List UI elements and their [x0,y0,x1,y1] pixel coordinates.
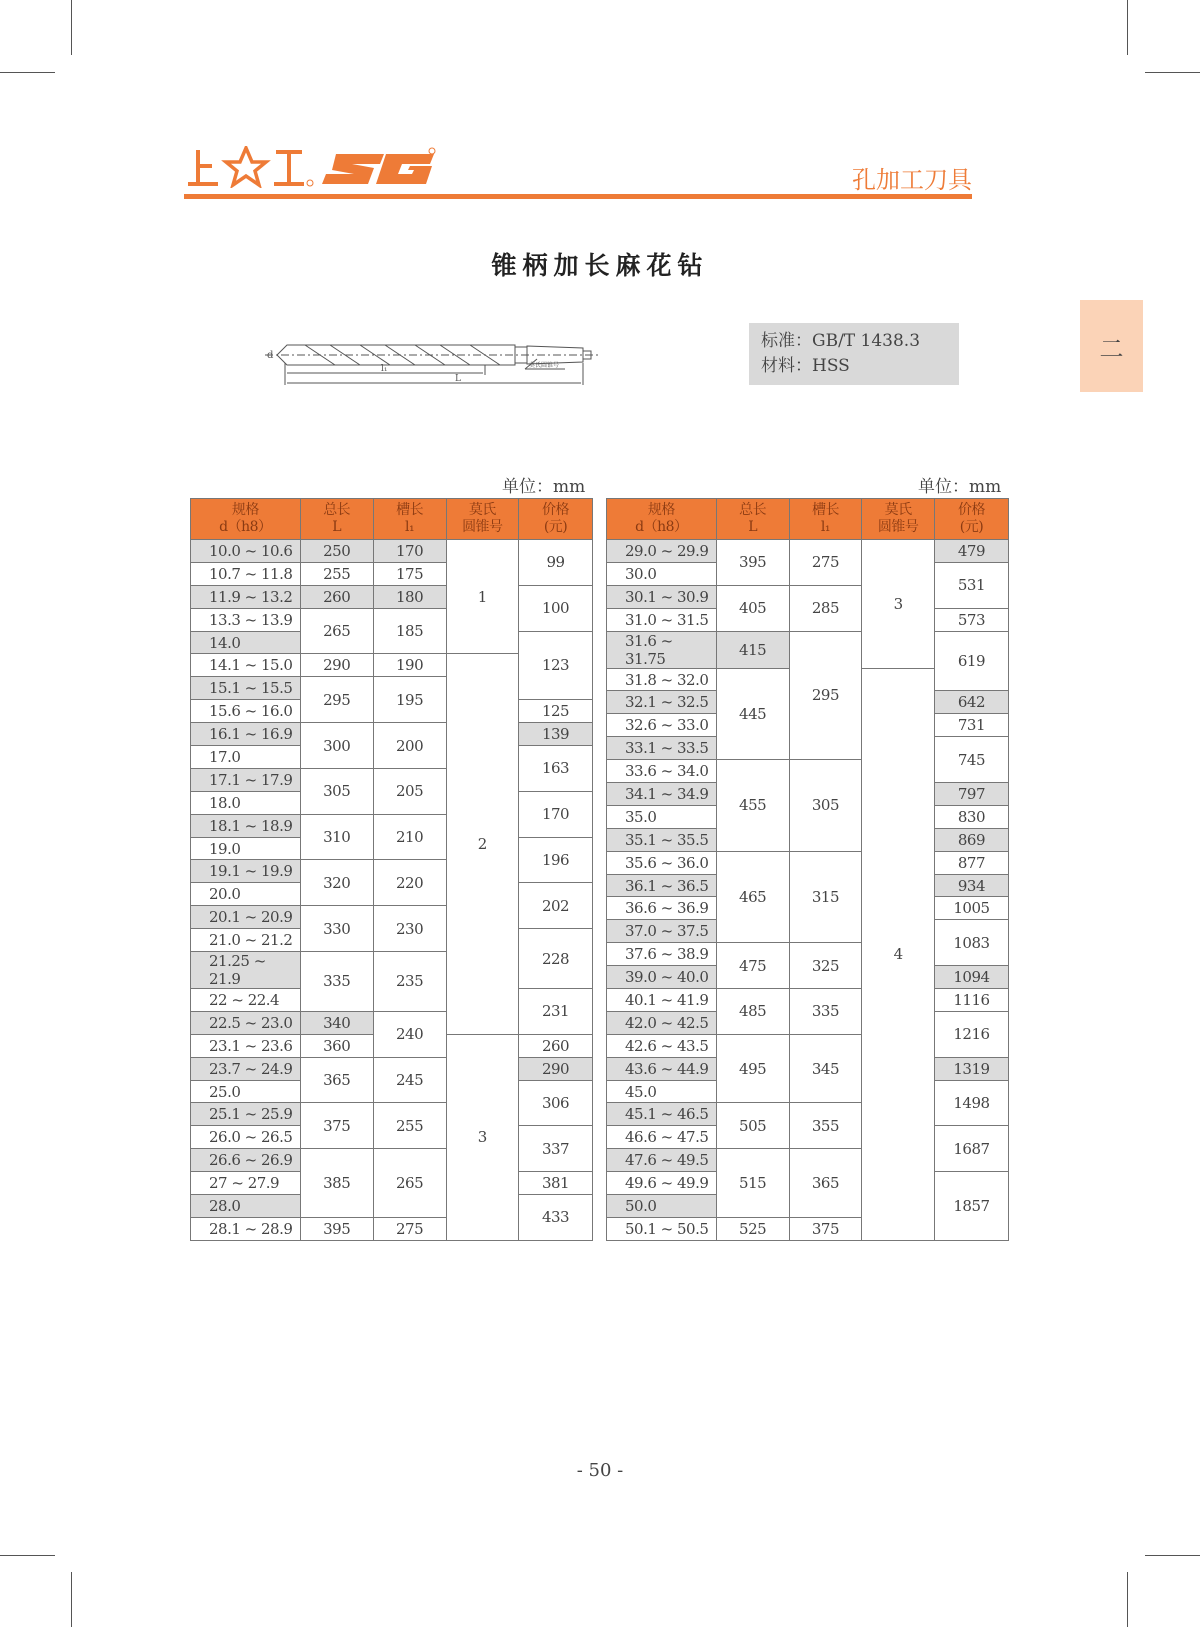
spec-cell: 42.0 ~ 42.5 [607,1011,717,1034]
column-header [373,499,446,540]
column-header-text: 槽长 [811,502,839,518]
price-cell: 100 [519,585,593,631]
flute-length-cell: 205 [373,768,446,814]
spec-cell: 23.1 ~ 23.6 [191,1034,301,1057]
spec-cell: 15.6 ~ 16.0 [191,700,301,723]
spec-cell: 18.0 [191,791,301,814]
price-cell: 381 [519,1172,593,1195]
price-cell: 290 [519,1057,593,1080]
table-row [607,989,1009,1012]
spec-cell: 36.6 ~ 36.9 [607,897,717,920]
spec-cell: 15.1 ~ 15.5 [191,677,301,700]
spec-cell: 11.9 ~ 13.2 [191,585,301,608]
price-cell: 125 [519,700,593,723]
spec-cell: 19.1 ~ 19.9 [191,860,301,883]
spec-cell: 20.0 [191,883,301,906]
spec-cell: 25.1 ~ 25.9 [191,1103,301,1126]
table-row [191,723,593,746]
header-rule [184,194,972,199]
drill-diagram [265,335,615,395]
spec-cell: 10.7 ~ 11.8 [191,562,301,585]
total-length-cell: 445 [716,668,789,760]
column-header [862,499,935,540]
price-cell: 170 [519,791,593,837]
price-cell: 573 [934,608,1008,631]
column-header-text: (元) [543,519,568,535]
spec-cell: 23.7 ~ 24.9 [191,1057,301,1080]
flute-length-cell: 275 [373,1217,446,1240]
price-cell: 202 [519,883,593,929]
crop-mark [1145,72,1200,73]
spec-cell: 26.6 ~ 26.9 [191,1149,301,1172]
total-length-cell: 485 [716,989,789,1035]
spec-cell: 28.0 [191,1195,301,1218]
column-header [789,499,862,540]
spec-cell: 40.1 ~ 41.9 [607,989,717,1012]
spec-table-right [606,498,1009,1241]
spec-cell: 17.1 ~ 17.9 [191,768,301,791]
flute-length-cell: 255 [373,1103,446,1149]
spec-cell: 18.1 ~ 18.9 [191,814,301,837]
column-header-text: 圆锥号 [877,519,919,535]
column-header [934,499,1008,540]
price-cell: 1498 [934,1080,1008,1126]
flute-length-cell: 355 [789,1103,862,1149]
crop-mark [1145,1555,1200,1556]
spec-cell: 35.1 ~ 35.5 [607,828,717,851]
spec-cell: 37.6 ~ 38.9 [607,943,717,966]
table-row [607,540,1009,563]
price-cell: 877 [934,851,1008,874]
column-header-text: 总长 [323,502,351,518]
spec-cell: 50.1 ~ 50.5 [607,1217,717,1240]
total-length-cell: 265 [300,608,373,654]
spec-cell: 22.5 ~ 23.0 [191,1011,301,1034]
total-length-cell: 465 [716,851,789,943]
column-header [191,499,301,540]
spec-box [749,323,959,385]
spec-cell: 32.6 ~ 33.0 [607,714,717,737]
price-cell: 1687 [934,1126,1008,1172]
price-cell: 1857 [934,1172,1008,1241]
flute-length-cell: 265 [373,1149,446,1218]
price-cell: 306 [519,1080,593,1126]
flute-length-cell: 170 [373,540,446,563]
flute-length-cell: 235 [373,952,446,1012]
total-length-cell: 375 [300,1103,373,1149]
price-cell: 479 [934,540,1008,563]
column-header-text: 槽长 [396,502,424,518]
spec-table-left [190,498,593,1241]
price-cell: 797 [934,783,1008,806]
total-length-cell: 475 [716,943,789,989]
morse-taper-cell: 3 [446,1034,519,1240]
total-length-cell: 300 [300,723,373,769]
crop-mark [1127,1572,1128,1627]
morse-taper-cell: 4 [862,668,935,1240]
flute-length-cell: 305 [789,760,862,852]
spec-cell: 47.6 ~ 49.5 [607,1149,717,1172]
total-length-cell: 505 [716,1103,789,1149]
column-header-text: 价格 [957,502,985,518]
taper-label: 莫氏圆锥号 [529,362,560,369]
price-cell: 934 [934,874,1008,897]
column-header-text: (元) [959,519,984,535]
price-cell: 123 [519,631,593,700]
total-length-cell: 310 [300,814,373,860]
spec-cell: 33.1 ~ 33.5 [607,737,717,760]
flute-length-cell: 345 [789,1034,862,1103]
spec-cell: 21.25 ~ 21.9 [191,952,301,989]
morse-taper-cell: 2 [446,654,519,1034]
table-row [191,540,593,563]
page-title: 锥柄加长麻花钻 [491,251,709,280]
spec-cell: 25.0 [191,1080,301,1103]
flute-length-cell: 230 [373,906,446,952]
column-header-text: 规格 [231,502,259,518]
crop-mark [71,0,72,55]
table-row [191,585,593,608]
brand-logo [186,146,436,188]
total-length-cell: 395 [300,1217,373,1240]
crop-mark [0,1555,55,1556]
spec-cell: 32.1 ~ 32.5 [607,691,717,714]
flute-length-cell: 315 [789,851,862,943]
total-length-cell: 320 [300,860,373,906]
spec-cell: 31.0 ~ 31.5 [607,608,717,631]
total-length-cell: 495 [716,1034,789,1103]
column-header [446,499,519,540]
page-number: - 50 - [576,1460,624,1481]
morse-taper-cell: 1 [446,540,519,654]
crop-mark [71,1572,72,1627]
total-length-cell: 455 [716,760,789,852]
flute-length-cell: 295 [789,631,862,760]
spec-cell: 45.0 [607,1080,717,1103]
price-cell: 433 [519,1195,593,1241]
spec-cell: 28.1 ~ 28.9 [191,1217,301,1240]
total-length-cell: 385 [300,1149,373,1218]
table-row [191,1057,593,1080]
price-cell: 830 [934,805,1008,828]
spec-cell: 35.0 [607,805,717,828]
column-header-text: d（h8） [219,519,272,535]
flute-length-cell: 240 [373,1011,446,1057]
spec-cell: 16.1 ~ 16.9 [191,723,301,746]
spec-cell: 30.0 [607,562,717,585]
flute-length-cell: 325 [789,943,862,989]
spec-cell: 14.0 [191,631,301,654]
crop-mark [0,72,55,73]
total-length-cell: 330 [300,906,373,952]
morse-taper-cell: 3 [862,540,935,669]
spec-cell: 45.1 ~ 46.5 [607,1103,717,1126]
flute-length-cell: 185 [373,608,446,654]
column-header-text: 价格 [542,502,570,518]
price-cell: 337 [519,1126,593,1172]
column-header-text: 莫氏 [468,502,496,518]
spec-cell: 36.1 ~ 36.5 [607,874,717,897]
flute-length-cell: 335 [789,989,862,1035]
total-length-cell: 515 [716,1149,789,1218]
price-cell: 619 [934,631,1008,691]
spec-cell: 10.0 ~ 10.6 [191,540,301,563]
column-header-text: 莫氏 [884,502,912,518]
flute-length-cell: 365 [789,1149,862,1218]
column-header-text: l₁ [820,519,831,535]
spec-cell: 43.6 ~ 44.9 [607,1057,717,1080]
price-cell: 1216 [934,1011,1008,1057]
l1-label: l₁ [381,364,388,374]
spec-cell: 39.0 ~ 40.0 [607,966,717,989]
spec-cell: 42.6 ~ 43.5 [607,1034,717,1057]
total-length-cell: 335 [300,952,373,1012]
column-header [519,499,593,540]
price-cell: 139 [519,723,593,746]
price-cell: 1083 [934,920,1008,966]
column-header-text: l₁ [405,519,415,535]
total-length-cell: 365 [300,1057,373,1103]
price-cell: 745 [934,737,1008,783]
spec-cell: 49.6 ~ 49.9 [607,1172,717,1195]
total-length-cell: 305 [300,768,373,814]
total-length-cell: 260 [300,585,373,608]
total-length-cell: 295 [300,677,373,723]
total-length-cell: 395 [716,540,789,586]
spec-cell: 31.6 ~ 31.75 [607,631,717,668]
crop-mark [1127,0,1128,55]
column-header [716,499,789,540]
price-cell: 228 [519,929,593,989]
material-text: 材料：HSS [761,356,850,376]
section-title: 孔加工刀具 [852,166,972,194]
price-cell: 1005 [934,897,1008,920]
flute-length-cell: 195 [373,677,446,723]
total-length-cell: 255 [300,562,373,585]
column-header-text: 规格 [647,502,675,518]
flute-length-cell: 200 [373,723,446,769]
chapter-tab[interactable]: 二 [1080,300,1143,392]
spec-cell: 31.8 ~ 32.0 [607,668,717,691]
total-length-cell: 340 [300,1011,373,1034]
flute-length-cell: 245 [373,1057,446,1103]
total-length-cell: 360 [300,1034,373,1057]
price-cell: 869 [934,828,1008,851]
total-length-cell: 405 [716,585,789,631]
column-header-text: 圆锥号 [462,519,503,535]
standard-text: 标准：GB/T 1438.3 [761,331,921,351]
spec-cell: 20.1 ~ 20.9 [191,906,301,929]
price-cell: 99 [519,540,593,586]
total-length-cell: 415 [716,631,789,668]
flute-length-cell: 275 [789,540,862,586]
spec-cell: 19.0 [191,837,301,860]
flute-length-cell: 375 [789,1217,862,1240]
spec-cell: 30.1 ~ 30.9 [607,585,717,608]
price-cell: 642 [934,691,1008,714]
spec-cell: 50.0 [607,1195,717,1218]
table-row [607,631,1009,668]
column-header-text: L [748,519,758,535]
spec-cell: 29.0 ~ 29.9 [607,540,717,563]
price-cell: 1319 [934,1057,1008,1080]
total-length-cell: 525 [716,1217,789,1240]
table-row [607,851,1009,874]
total-length-cell: 250 [300,540,373,563]
price-cell: 163 [519,746,593,792]
flute-length-cell: 285 [789,585,862,631]
price-cell: 1116 [934,989,1008,1012]
total-length-cell: 290 [300,654,373,677]
flute-length-cell: 180 [373,585,446,608]
spec-cell: 13.3 ~ 13.9 [191,608,301,631]
column-header-text: d（h8） [635,519,688,535]
price-cell: 1094 [934,966,1008,989]
column-header [300,499,373,540]
spec-cell: 33.6 ~ 34.0 [607,760,717,783]
flute-length-cell: 210 [373,814,446,860]
unit-label-right: 单位：mm [918,477,1002,497]
spec-cell: 14.1 ~ 15.0 [191,654,301,677]
spec-cell: 26.0 ~ 26.5 [191,1126,301,1149]
flute-length-cell: 190 [373,654,446,677]
price-cell: 196 [519,837,593,883]
spec-cell: 37.0 ~ 37.5 [607,920,717,943]
price-cell: 231 [519,989,593,1035]
spec-cell: 46.6 ~ 47.5 [607,1126,717,1149]
spec-cell: 35.6 ~ 36.0 [607,851,717,874]
flute-length-cell: 175 [373,562,446,585]
column-header [607,499,717,540]
price-cell: 531 [934,562,1008,608]
spec-cell: 27 ~ 27.9 [191,1172,301,1195]
column-header-text: 总长 [739,502,767,518]
price-cell: 731 [934,714,1008,737]
L-label: L [455,374,461,384]
d-label: d [267,350,274,361]
spec-cell: 21.0 ~ 21.2 [191,929,301,952]
spec-cell: 34.1 ~ 34.9 [607,783,717,806]
unit-label-left: 单位：mm [502,477,586,497]
price-cell: 260 [519,1034,593,1057]
spec-cell: 22 ~ 22.4 [191,989,301,1012]
spec-cell: 17.0 [191,746,301,769]
column-header-text: L [332,519,342,535]
flute-length-cell: 220 [373,860,446,906]
